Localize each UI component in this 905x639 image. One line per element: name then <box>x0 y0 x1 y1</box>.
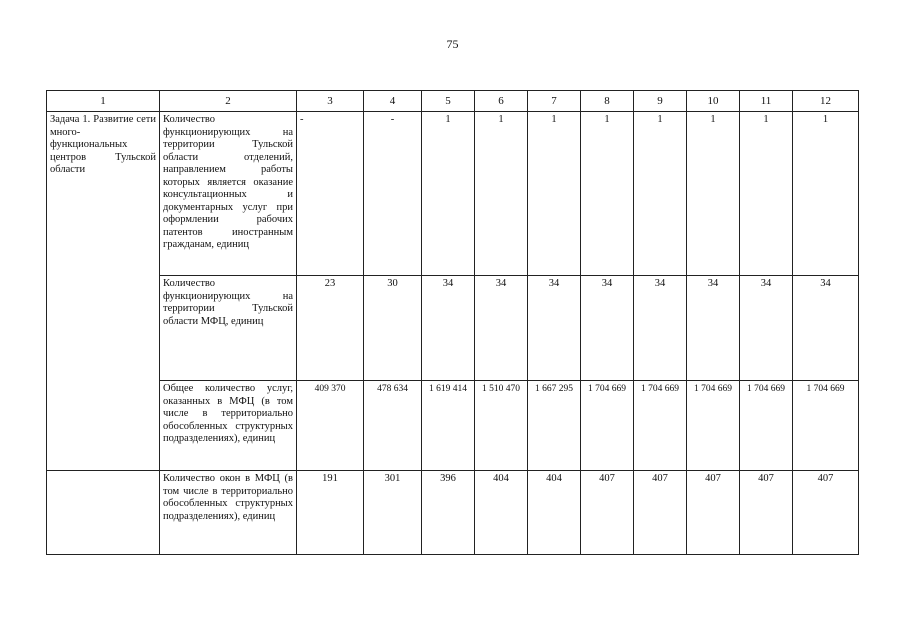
value-cell: 1 704 669 <box>581 381 634 471</box>
column-header: 3 <box>297 91 364 112</box>
value-cell: 478 634 <box>364 381 422 471</box>
value-cell: 404 <box>528 471 581 555</box>
column-header: 10 <box>687 91 740 112</box>
value-cell: 34 <box>793 276 859 381</box>
value-cell: 407 <box>687 471 740 555</box>
value-cell: 1 704 669 <box>634 381 687 471</box>
value-cell: 1 <box>687 112 740 276</box>
value-cell: 1 510 470 <box>475 381 528 471</box>
column-header: 8 <box>581 91 634 112</box>
value-cell: 407 <box>793 471 859 555</box>
value-cell: 1 667 295 <box>528 381 581 471</box>
column-header: 11 <box>740 91 793 112</box>
value-cell: 1 619 414 <box>422 381 475 471</box>
value-cell: 34 <box>740 276 793 381</box>
value-cell: 407 <box>581 471 634 555</box>
value-cell: 404 <box>475 471 528 555</box>
value-cell: 1 <box>740 112 793 276</box>
value-cell: 34 <box>687 276 740 381</box>
value-cell: 1 <box>793 112 859 276</box>
value-cell: 1 <box>528 112 581 276</box>
table-row <box>47 381 859 471</box>
value-cell: 23 <box>297 276 364 381</box>
value-cell: 34 <box>475 276 528 381</box>
column-header: 7 <box>528 91 581 112</box>
task-cell: Задача 1. Развитие сети много-функциональных центров Тульской области <box>47 112 160 471</box>
value-cell: 34 <box>422 276 475 381</box>
value-cell: 191 <box>297 471 364 555</box>
value-cell: 1 <box>475 112 528 276</box>
value-cell: 407 <box>634 471 687 555</box>
value-cell: 30 <box>364 276 422 381</box>
value-cell: 1 <box>581 112 634 276</box>
header-row <box>47 91 859 112</box>
value-cell: 1 <box>422 112 475 276</box>
value-cell: 1 704 669 <box>687 381 740 471</box>
indicator-cell: Количество функционирующих на территории Тульской области МФЦ, единиц <box>160 276 297 381</box>
column-header: 6 <box>475 91 528 112</box>
indicators-table <box>46 90 859 555</box>
empty-task-cell <box>47 471 160 555</box>
value-cell: 396 <box>422 471 475 555</box>
value-cell: 407 <box>740 471 793 555</box>
value-cell: 34 <box>528 276 581 381</box>
indicator-cell: Количество функционирующих на территории Тульской области отделений, направлением работы которых является оказание консультационных и документарных услуг при оформлении рабочих патентов иностранным гражданам, единиц <box>160 112 297 276</box>
column-header: 12 <box>793 91 859 112</box>
value-cell: - <box>364 112 422 276</box>
value-cell: 1 <box>634 112 687 276</box>
table-row <box>47 471 859 555</box>
column-header: 9 <box>634 91 687 112</box>
table-row <box>47 112 859 276</box>
indicator-cell: Количество окон в МФЦ (в том числе в территориально обособленных структурных подразделениях), единиц <box>160 471 297 555</box>
value-cell: 34 <box>581 276 634 381</box>
indicator-cell: Общее количество услуг, оказанных в МФЦ (в том числе в территориально обособленных структурных подразделениях), единиц <box>160 381 297 471</box>
column-header: 2 <box>160 91 297 112</box>
column-header: 1 <box>47 91 160 112</box>
page-number: 75 <box>446 37 459 51</box>
value-cell: 1 704 669 <box>740 381 793 471</box>
value-cell: 1 704 669 <box>793 381 859 471</box>
table-row <box>47 276 859 381</box>
value-cell: 34 <box>634 276 687 381</box>
column-header: 4 <box>364 91 422 112</box>
value-cell: 409 370 <box>297 381 364 471</box>
value-cell: 301 <box>364 471 422 555</box>
value-cell: - <box>297 112 364 276</box>
column-header: 5 <box>422 91 475 112</box>
